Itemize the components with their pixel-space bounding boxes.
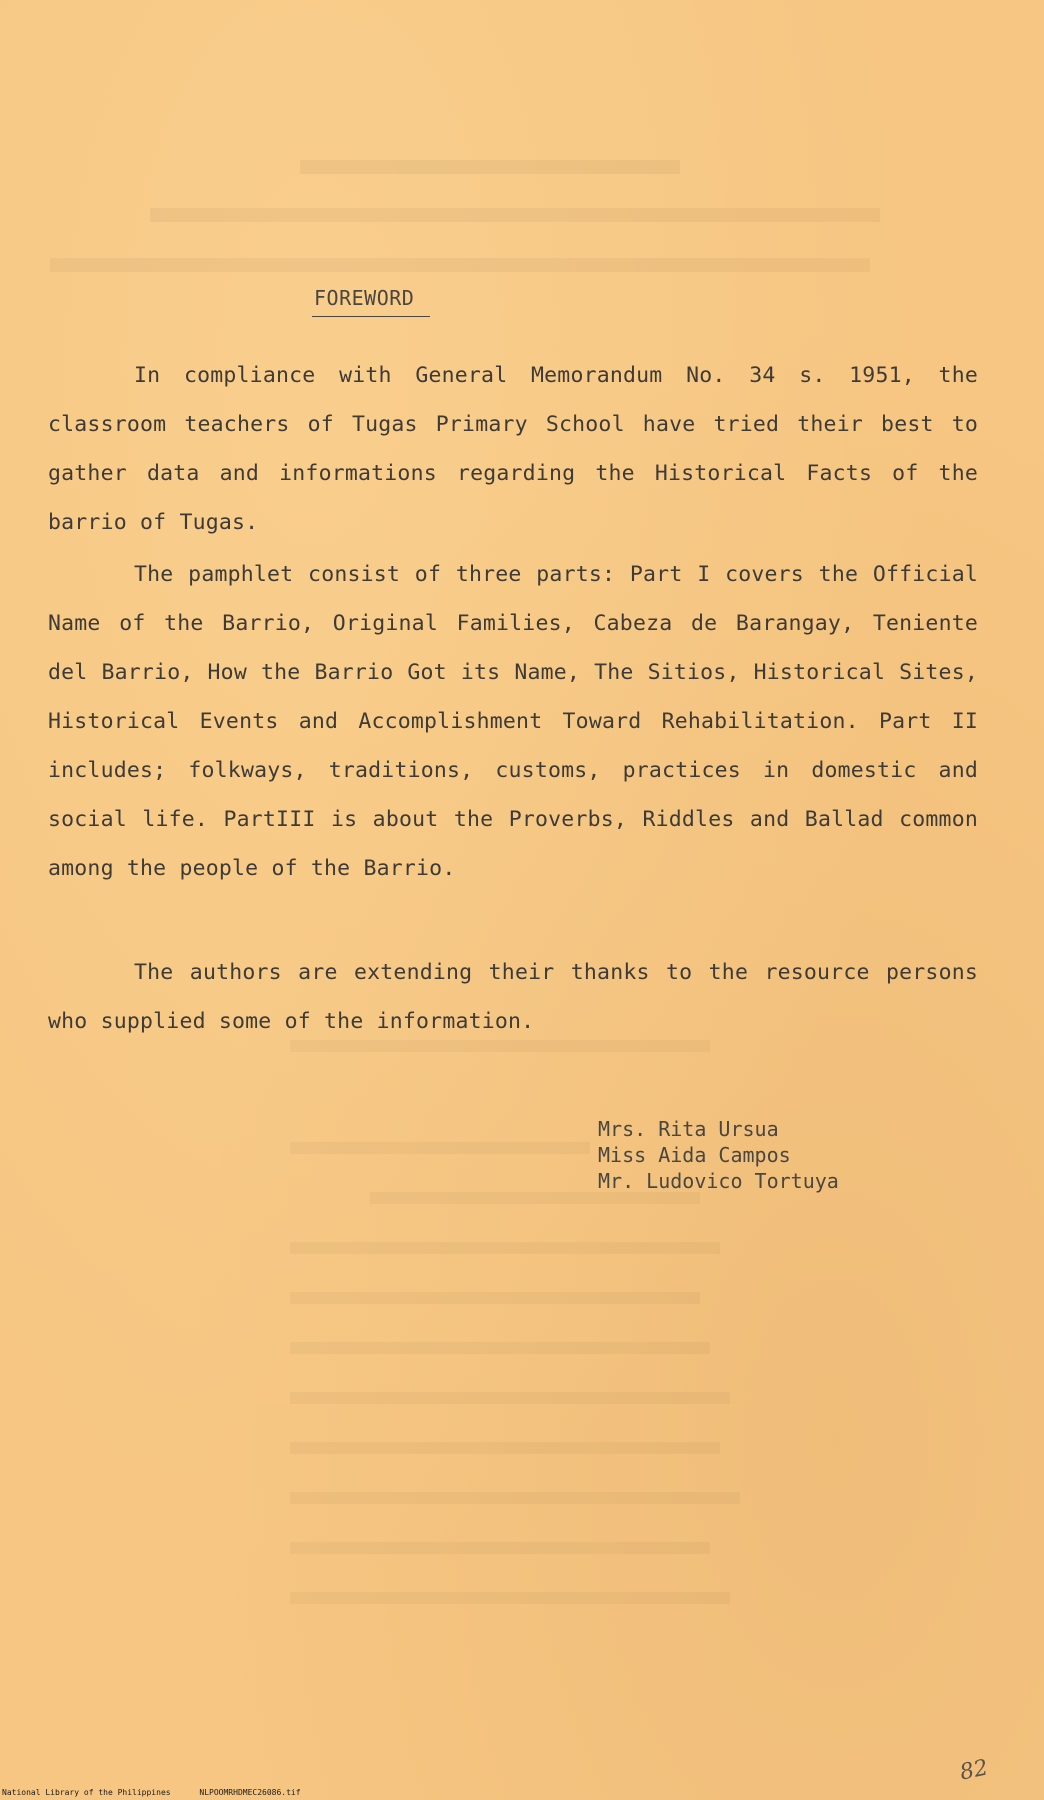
signatory: Mr. Ludovico Tortuya bbox=[598, 1169, 839, 1193]
bleed-through-block bbox=[290, 1242, 720, 1254]
signatory: Miss Aida Campos bbox=[598, 1143, 791, 1167]
paragraph-text: In compliance with General Memorandum No. 34 s. 1951, the classroom teachers of Tugas Primary School have tried their best to gather data and informations regarding the Historical Facts of the barrio of Tugas. bbox=[48, 363, 978, 535]
bleed-through-block bbox=[290, 1442, 720, 1454]
page-number: 82 bbox=[957, 1755, 991, 1786]
paragraph-thanks bbox=[48, 948, 978, 1046]
bleed-through-block bbox=[290, 1292, 700, 1304]
bleed-through-block bbox=[290, 1342, 710, 1354]
document-title: FOREWORD bbox=[312, 286, 430, 317]
paragraph-text: The pamphlet consist of three parts: Part I covers the Official Name of the Barrio, Original Families, Cabeza de Barangay, Teniente del Barrio, How the Barrio Got its Name, The Sitios, Historical Sites, Historical Events and Accomplishment Toward Rehabilitation. Part II includes; folkways, traditions, customs, practices in domestic and social life. PartIII is about the Proverbs, Riddles and Ballad common among the people of the Barrio. bbox=[48, 562, 978, 881]
paragraph-compliance bbox=[48, 351, 978, 547]
archive-footer bbox=[2, 1788, 325, 1797]
bleed-through-block bbox=[50, 258, 870, 272]
bleed-through-block bbox=[290, 1392, 730, 1404]
bleed-through-block bbox=[290, 1142, 590, 1154]
bleed-through-block bbox=[300, 160, 680, 174]
signatory: Mrs. Rita Ursua bbox=[598, 1117, 779, 1141]
file-name: NLPOOMRHDMEC26086.tif bbox=[199, 1788, 301, 1797]
bleed-through-block bbox=[150, 208, 880, 222]
bleed-through-block bbox=[290, 1592, 730, 1604]
paragraph-text: The authors are extending their thanks to the resource persons who supplied some of the information. bbox=[48, 960, 978, 1034]
bleed-through-block bbox=[290, 1492, 740, 1504]
signatory-list bbox=[598, 1116, 839, 1194]
bleed-through-block bbox=[290, 1542, 710, 1554]
library-name: National Library of the Philippines bbox=[2, 1788, 171, 1797]
paragraph-contents bbox=[48, 550, 978, 893]
